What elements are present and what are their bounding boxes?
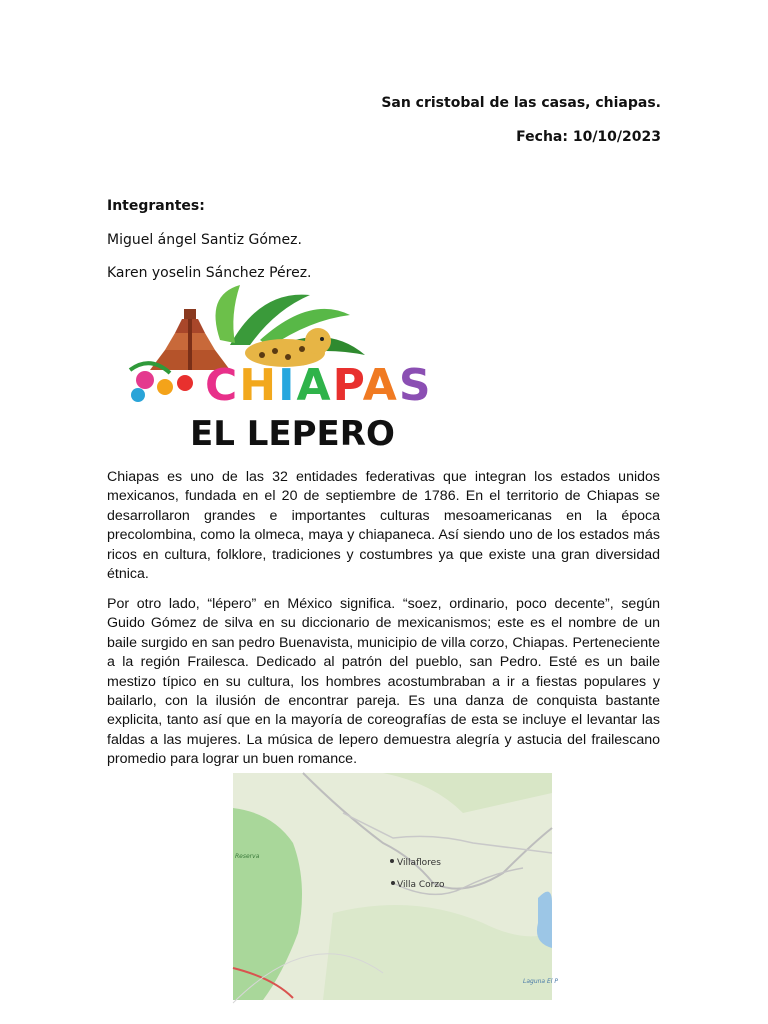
logo-letter: C: [205, 360, 240, 411]
map-graphic: [233, 773, 559, 1000]
paragraph-2: Por otro lado, “lépero” en México significa. “soez, ordinario, poco decente”, según Guido Gómez de silva en su diccionario de mexicanismos; este es el nombre de un baile surgido en san pedro Buenavista, municipio de villa corzo, Chiapas. Perteneciente a la región Frailesca. Dedicado al patrón del pueblo, san Pedro. Esté es un baile mestizo típico en su cultura, los hombres acostumbraban a ir a fiestas populares y bailarlo, con la ilusión de encontrar pareja. Es una danza de conquista bastante explicita, tanto así que en la mayoría de coreografías de esta se incluye el levantar las faldas a las mujeres. La música de lepero demuestra alegría y astucia del frailescano promedio para lograr un buen romance.: [107, 596, 660, 768]
map-label-lake: Laguna El P: [523, 978, 559, 985]
map-label-reserve: Reserva: [235, 853, 260, 860]
logo-letter: P: [332, 360, 363, 411]
chiapas-logo: [110, 285, 433, 455]
logo-graphic: [110, 285, 433, 455]
logo-letter: H: [239, 360, 279, 411]
map-label-villaflores: Villaflores: [397, 858, 441, 868]
logo-letter: A: [362, 360, 399, 411]
logo-subtitle: EL LEPERO: [190, 414, 395, 454]
members-heading: Integrantes:: [107, 198, 205, 214]
villaflores-marker: [390, 859, 394, 863]
logo-letter: A: [296, 360, 333, 411]
lake-area: [537, 892, 552, 948]
member-name-2: Karen yoselin Sánchez Pérez.: [107, 265, 312, 281]
location-line: San cristobal de las casas, chiapas.: [381, 95, 661, 111]
logo-letter: I: [278, 360, 297, 411]
date-line: Fecha: 10/10/2023: [516, 129, 661, 145]
logo-letter: S: [398, 360, 433, 411]
map-label-villa-corzo: Villa Corzo: [397, 880, 445, 890]
paragraph-1: Chiapas es uno de las 32 entidades federativas que integran los estados unidos mexicanos, fundada en el 20 de septiembre de 1786. En el territorio de Chiapas se desarrollaron grandes e importantes culturas mesoamericanas en la época precolombina, como la olmeca, maya y chiapaneca. Así siendo uno de los estados más ricos en cultura, folklore, tradiciones y costumbres ya que existe una gran diversidad étnica.: [107, 469, 660, 583]
region-map: [233, 773, 559, 1000]
member-name-1: Miguel ángel Santiz Gómez.: [107, 232, 302, 248]
villa-corzo-marker: [391, 881, 395, 885]
logo-title: [205, 360, 433, 411]
